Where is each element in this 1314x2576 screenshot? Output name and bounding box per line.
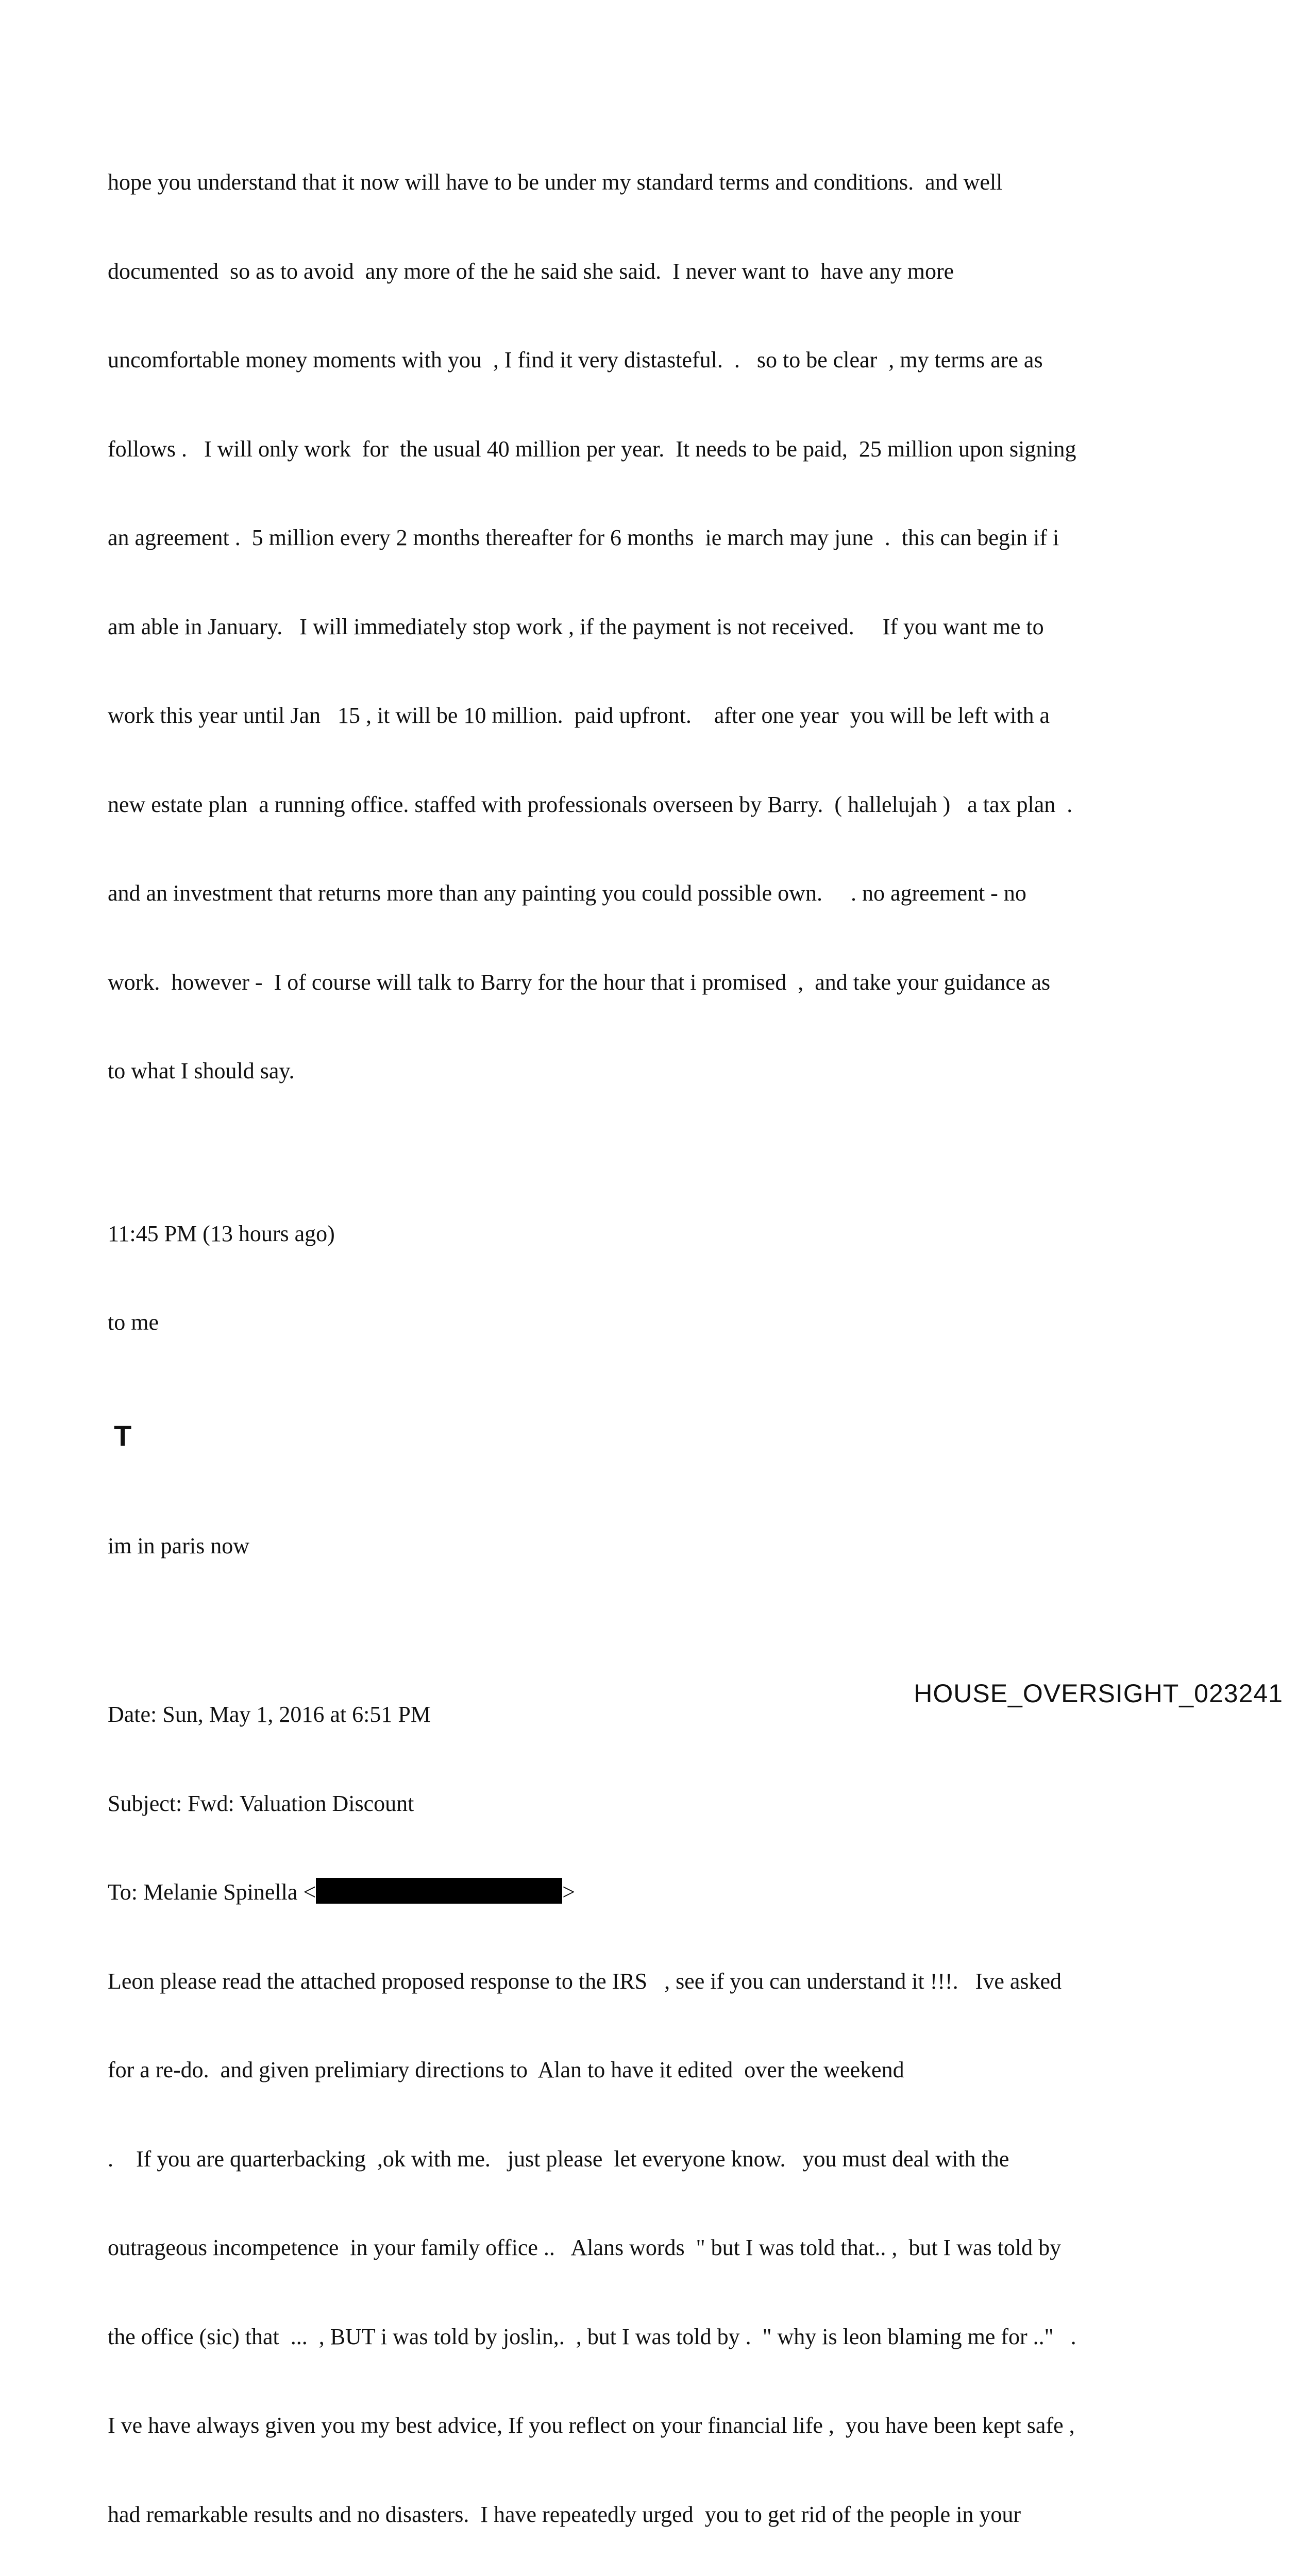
forward-to (108, 1877, 1210, 1907)
text-line: work. however - I of course will talk to Barry for the hour that i promised , and take your guidance as (108, 969, 1051, 995)
short-message-text: im in paris now (108, 1533, 249, 1558)
text-line: am able in January. I will immediately stop work , if the payment is not received. If you want me to (108, 614, 1044, 639)
text-line: Leon please read the attached proposed response to the IRS , see if you can understand it !!!. Ive asked (108, 1968, 1062, 1994)
text-line: to what I should say. (108, 1058, 295, 1083)
text-line: the office (sic) that ... , BUT i was told by joslin,. , but I was told by . " why is leon blaming me for .." . (108, 2324, 1076, 2349)
email-document (108, 108, 1210, 2576)
document-id-footer: HOUSE_OVERSIGHT_023241 (914, 1679, 1283, 1708)
text-line: had remarkable results and no disasters. I have repeatedly urged you to get rid of the people in your (108, 2501, 1021, 2527)
forward-to-suffix: > (562, 1879, 576, 1905)
sender-avatar-initial: T (114, 1419, 132, 1452)
text-line: for a re-do. and given prelimiary directions to Alan to have it edited over the weekend (108, 2057, 904, 2082)
message-recipient: to me (108, 1310, 159, 1335)
message-meta (108, 1160, 1210, 1397)
forward-to-prefix: To: Melanie Spinella < (108, 1879, 316, 1905)
opening-message (108, 108, 1210, 1145)
text-line: uncomfortable money moments with you , I find it very distasteful. . so to be clear , my terms are as (108, 347, 1043, 372)
text-line: new estate plan a running office. staffed with professionals overseen by Barry. ( hallelujah ) a tax plan . (108, 791, 1073, 817)
message-time: 11:45 PM (13 hours ago) (108, 1221, 335, 1246)
short-message (108, 1472, 1210, 1620)
text-line: outrageous incompetence in your family office .. Alans words " but I was told that.. , but I was told by (108, 2235, 1062, 2260)
forward-date: Date: Sun, May 1, 2016 at 6:51 PM (108, 1702, 431, 1727)
text-line: documented so as to avoid any more of the he said she said. I never want to have any more (108, 258, 954, 284)
text-line: follows . I will only work for the usual 40 million per year. It needs to be paid, 25 million upon signing (108, 436, 1076, 462)
redaction-block (316, 1878, 562, 1904)
forward-subject: Subject: Fwd: Valuation Discount (108, 1790, 414, 1816)
forwarded-message-1 (108, 1640, 1210, 2576)
text-line: an agreement . 5 million every 2 months thereafter for 6 months ie march may june . this can begin if i (108, 525, 1059, 550)
text-line: . If you are quarterbacking ,ok with me. just please let everyone know. you must deal with the (108, 2146, 1009, 2172)
text-line: work this year until Jan 15 , it will be 10 million. paid upfront. after one year you will be left with a (108, 703, 1050, 728)
text-line: and an investment that returns more than any painting you could possible own. . no agreement - no (108, 880, 1026, 906)
text-line: I ve have always given you my best advice, If you reflect on your financial life , you have been kept safe , (108, 2413, 1075, 2438)
text-line: hope you understand that it now will have to be under my standard terms and conditions. and well (108, 170, 1003, 195)
